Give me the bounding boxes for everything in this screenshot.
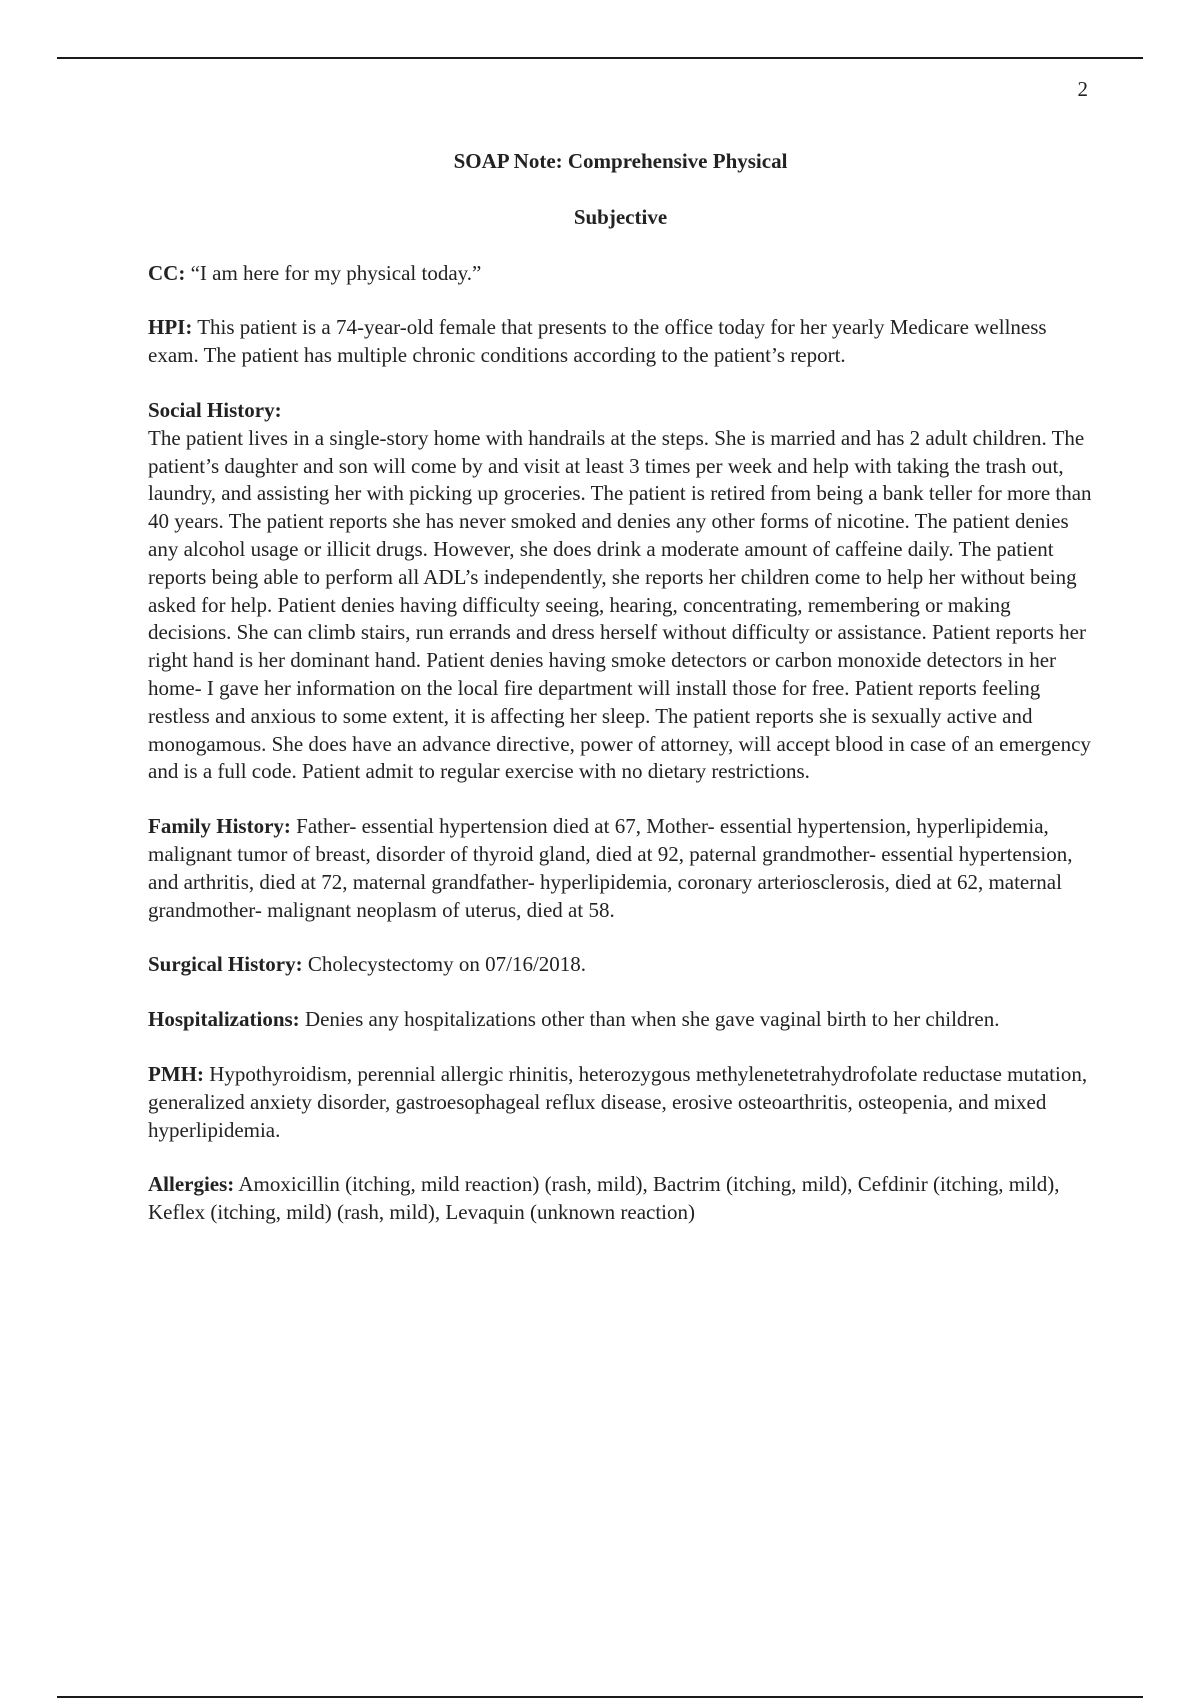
surgical-history-text: Cholecystectomy on 07/16/2018. [302,952,587,977]
hpi-paragraph [148,314,1093,370]
hospitalizations-text: Denies any hospitalizations other than when she gave vaginal birth to her children. [299,1007,1000,1032]
allergies-label: Allergies: [148,1172,235,1197]
hospitalizations-label: Hospitalizations: [148,1007,300,1032]
pmh-paragraph [148,1061,1093,1144]
header-rule [57,57,1143,59]
pmh-text: Hypothyroidism, perennial allergic rhinitis, heterozygous methylenetetrahydrofolate reductase mutation, generalized anxiety disorder, gastroesophageal reflux disease, erosive osteoarthritis, osteopenia, and mixed hyperlipidemia. [148,1061,1088,1142]
footer-rule [57,1696,1143,1698]
section-heading-subjective: Subjective [573,204,668,229]
cc-paragraph [148,260,1093,288]
allergies-paragraph [148,1171,1093,1227]
hpi-text: This patient is a 74-year-old female that presents to the office today for her yearly Medicare wellness exam. The patient has multiple chronic conditions according to the patient’s report. [148,315,1047,368]
document-title: SOAP Note: Comprehensive Physical [453,149,788,173]
hpi-label: HPI: [148,315,193,340]
social-history-text: The patient lives in a single-story home with handrails at the steps. She is married and has 2 adult children. The patient’s daughter and son will come by and visit at least 3 times per week and help with taking the trash out, laundry, and assisting her with picking up groceries. The patient is retired from being a bank teller for more than 40 years. The patient reports she has never smoked and denies any other forms of nicotine. The patient denies any alcohol usage or illicit drugs. However, she does drink a moderate amount of caffeine daily. The patient reports being able to perform all ADL’s independently, she reports her children come to help her without being asked for help. Patient denies having difficulty seeing, hearing, concentrating, remembering or making decisions. She can climb stairs, run errands and dress herself without difficulty or assistance. Patient reports her right hand is her dominant hand. Patient denies having smoke detectors or carbon monoxide detectors in her home- I gave her information on the local fire department will install those for free. Patient reports feeling restless and anxious to some extent, it is affecting her sleep. The patient reports she is sexually active and monogamous. She does have an advance directive, power of attorney, will accept blood in case of an emergency and is a full code. Patient admit to regular exercise with no dietary restrictions. [148,425,1092,784]
family-history-paragraph [148,813,1093,924]
cc-label: CC: [148,260,186,285]
social-history-paragraph [148,397,1093,786]
family-history-text: Father- essential hypertension died at 67, Mother- essential hypertension, hyperlipidemia, malignant tumor of breast, disorder of thyroid gland, died at 92, paternal grandmother- essential hypertension, and arthritis, died at 72, maternal grandfather- hyperlipidemia, coronary arteriosclerosis, died at 62, maternal grandmother- malignant neoplasm of uterus, died at 58. [148,814,1073,922]
document-body [148,148,1093,1254]
surgical-history-paragraph [148,951,1093,979]
cc-text: “I am here for my physical today.” [185,260,482,285]
page-number: 2 [1077,77,1088,101]
social-history-label: Social History: [148,397,282,422]
pmh-label: PMH: [148,1061,204,1086]
allergies-text: Amoxicillin (itching, mild reaction) (rash, mild), Bactrim (itching, mild), Cefdinir (itching, mild), Keflex (itching, mild) (rash, mild), Levaquin (unknown reaction) [148,1172,1060,1225]
hospitalizations-paragraph [148,1006,1093,1034]
surgical-history-label: Surgical History: [148,952,303,977]
family-history-label: Family History: [148,814,291,839]
